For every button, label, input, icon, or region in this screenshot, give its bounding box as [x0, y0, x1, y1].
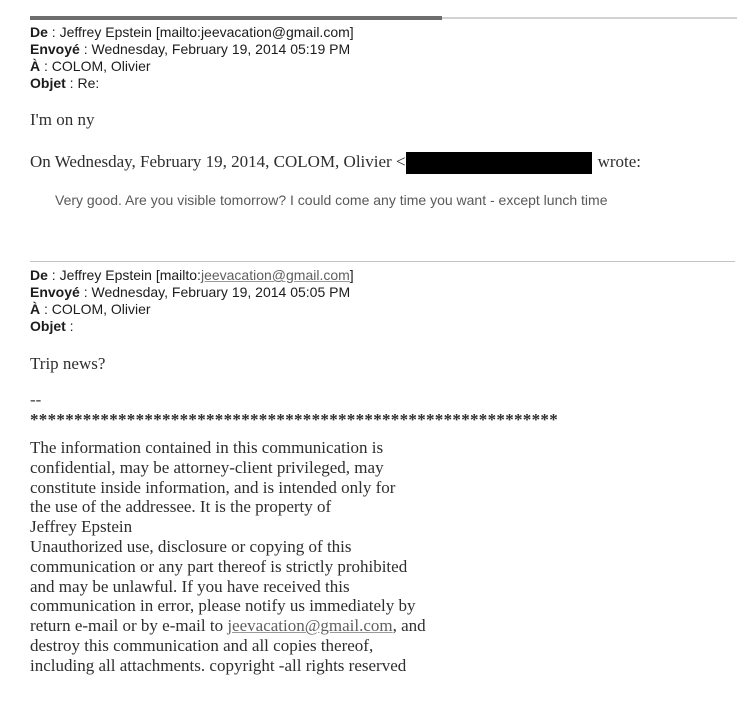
a-label: À [30, 58, 41, 74]
disclaimer-line: communication or any part thereof is strictly prohibited [30, 556, 408, 576]
header-de-row [30, 267, 735, 284]
objet-label: Objet [30, 75, 66, 91]
header-separator: : [47, 24, 60, 40]
envoye-value: Wednesday, February 19, 2014 05:05 PM [91, 284, 351, 301]
disclaimer-line: Unauthorized use, disclosure or copying of this [30, 537, 352, 557]
disclaimer-line: communication in error, please notify us immediately by [30, 596, 416, 616]
attribution-text-after: wrote: [597, 152, 641, 171]
header-separator: : [40, 301, 52, 318]
message2-header-block [30, 267, 735, 335]
legal-disclaimer [30, 438, 735, 676]
quoted-reply-text: Very good. Are you visible tomorrow? I could come any time you want - except lunch time [55, 192, 608, 209]
message1-body: I'm on ny [30, 110, 95, 129]
top-separator-light-segment [442, 17, 737, 19]
header-separator: : [65, 318, 78, 335]
disclaimer-link-line [30, 616, 735, 636]
header-envoye-row [30, 41, 735, 58]
envoye-value: Wednesday, February 19, 2014 05:19 PM [91, 41, 351, 57]
header-objet-row [30, 75, 735, 92]
asterisk-divider: ************************************************************ [30, 410, 558, 430]
de-value: Jeffrey Epstein [mailto:jeevacation@gmail.com] [59, 24, 354, 40]
header-separator: : [40, 58, 52, 74]
message-separator-line [30, 261, 735, 262]
attribution-text-before: On Wednesday, February 19, 2014, COLOM, Olivier < [30, 152, 406, 171]
header-separator: : [47, 267, 60, 284]
header-separator: : [79, 284, 92, 301]
disclaimer-line: The information contained in this communication is [30, 438, 384, 458]
objet-value: Re: [77, 75, 100, 91]
de-label: De [30, 24, 48, 40]
disclaimer-line: Jeffrey Epstein [30, 517, 133, 537]
a-label: À [30, 301, 41, 318]
de-value-suffix: ] [349, 267, 354, 284]
disclaimer-link-suffix: , and [392, 616, 426, 636]
a-value: COLOM, Olivier [51, 301, 151, 318]
disclaimer-line: destroy this communication and all copies thereof, [30, 636, 374, 656]
disclaimer-line: the use of the addressee. It is the property of [30, 497, 332, 517]
redacted-email-bar [406, 152, 592, 174]
sender-email-link[interactable]: jeevacation@gmail.com [200, 267, 350, 284]
a-value: COLOM, Olivier [51, 58, 151, 74]
header-separator: : [65, 75, 78, 91]
disclaimer-line: including all attachments. copyright -all rights reserved [30, 655, 407, 675]
disclaimer-email-link[interactable]: jeevacation@gmail.com [227, 616, 393, 636]
header-separator: : [79, 41, 92, 57]
header-envoye-row [30, 284, 735, 301]
top-separator [30, 16, 737, 20]
header-a-row [30, 301, 735, 318]
disclaimer-link-prefix: return e-mail or by e-mail to [30, 616, 228, 636]
message1-header-block [30, 24, 735, 92]
disclaimer-line: confidential, may be attorney-client privileged, may [30, 457, 384, 477]
header-a-row [30, 58, 735, 75]
envoye-label: Envoyé [30, 284, 80, 301]
top-separator-dark-segment [30, 16, 442, 20]
quote-attribution-line [30, 152, 735, 174]
disclaimer-line: constitute inside information, and is intended only for [30, 477, 396, 497]
de-label: De [30, 267, 48, 284]
message2-body: Trip news? [30, 354, 106, 374]
signature-delimiter: -- [30, 390, 42, 410]
objet-label: Objet [30, 318, 66, 335]
header-de-row [30, 24, 735, 41]
header-objet-row [30, 318, 735, 335]
de-value-prefix: Jeffrey Epstein [mailto: [59, 267, 201, 284]
envoye-label: Envoyé [30, 41, 80, 57]
disclaimer-line: and may be unlawful. If you have received this [30, 576, 350, 596]
